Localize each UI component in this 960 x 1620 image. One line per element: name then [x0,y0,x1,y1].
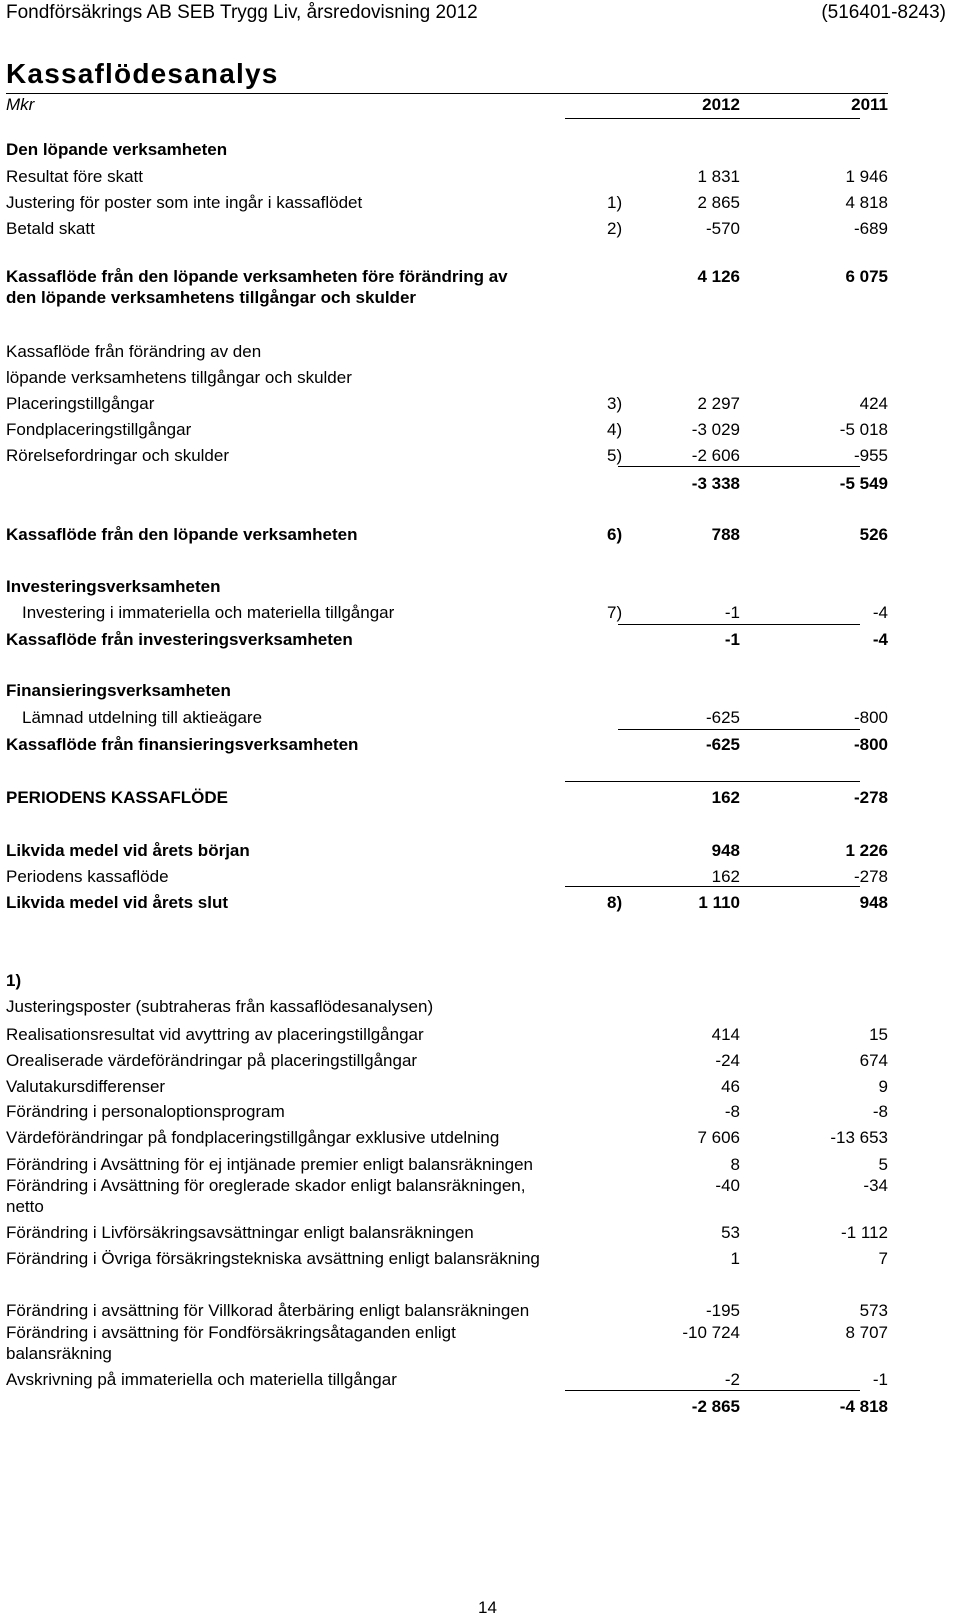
value-2012: -3 029 [691,420,740,439]
table-row [0,735,960,755]
row-label: Placeringstillgångar [6,394,155,413]
value-2011: -800 [853,735,888,754]
row-label: Förändring i Avsättning för ej intjänade premier enligt balansräkningen [6,1155,534,1174]
value-2012: -8 [724,1102,740,1121]
row-label: Förändring i Livförsäkringsavsättningar enligt balansräkningen [6,1223,474,1242]
row-label: Likvida medel vid årets slut [6,893,229,912]
value-2012: -10 724 [682,1323,740,1342]
table-row [0,368,960,388]
table-row [0,140,960,160]
table-row [0,1102,960,1122]
report-header-org-number: (516401-8243) [821,2,946,23]
value-2012: -1 [724,603,740,622]
value-2011: -4 818 [839,1397,888,1416]
value-2011: -13 653 [830,1128,888,1147]
table-row [0,1301,960,1321]
value-2011: 15 [869,1025,888,1044]
value-2012: -40 [715,1176,740,1195]
table-row [0,630,960,650]
value-2011: -1 112 [841,1223,888,1242]
row-label: Betald skatt [6,219,95,238]
table-row [0,1051,960,1071]
table-row [0,1370,960,1390]
table-row [0,1197,960,1217]
note-reference: 8) [607,893,623,912]
table-row [0,1128,960,1148]
row-label: Förändring i personaloptionsprogram [6,1102,285,1121]
value-2011: -5 018 [839,420,888,439]
row-label: Kassaflöde från finansieringsverksamheten [6,735,359,754]
value-2012: -3 338 [691,474,740,493]
column-rule [618,729,860,730]
note-reference: 1) [607,193,623,212]
table-row [0,288,960,308]
table-row [0,681,960,701]
value-2012: 4 126 [697,267,740,286]
report-header-company: Fondförsäkrings AB SEB Trygg Liv, årsredovisning 2012 [6,2,478,23]
note-reference: 5) [607,446,623,465]
table-row [0,420,960,440]
value-2012: 2 865 [697,193,740,212]
value-2012: -1 [724,630,740,649]
row-label: Orealiserade värdeförändringar på placeringstillgångar [6,1051,418,1070]
row-label: Likvida medel vid årets början [6,841,250,860]
value-2011: 9 [878,1077,888,1096]
table-row [0,788,960,808]
value-2012: 2 297 [697,394,740,413]
row-label: Valutakursdifferenser [6,1077,166,1096]
table-row [0,867,960,887]
table-row [0,997,960,1017]
value-2012: -2 865 [691,1397,740,1416]
value-2012: 46 [721,1077,740,1096]
row-label: Förändring i Övriga försäkringstekniska avsättning enligt balansräkning [6,1249,540,1268]
column-rule [565,886,860,887]
value-2012: -625 [705,708,740,727]
row-label: Förändring i avsättning för Villkorad återbäring enligt balansräkningen [6,1301,530,1320]
table-row [0,394,960,414]
row-label: Realisationsresultat vid avyttring av placeringstillgångar [6,1025,424,1044]
value-2012: 7 606 [697,1128,740,1147]
row-label: PERIODENS KASSAFLÖDE [6,788,228,807]
value-2012: 162 [711,867,740,886]
value-2012: 53 [721,1223,740,1242]
value-2012: 8 [730,1155,740,1174]
value-2011: -4 [872,630,888,649]
row-label: Lämnad utdelning till aktieägare [22,708,263,727]
note-reference: 7) [607,603,623,622]
row-label: netto [6,1197,44,1216]
row-label: Justeringsposter (subtraheras från kassaflödesanalysen) [6,997,434,1016]
column-year-2012: 2012 [702,95,740,114]
row-label: Justering för poster som inte ingår i kassaflödet [6,193,363,212]
table-row [0,708,960,728]
table-row [0,841,960,861]
table-row [0,219,960,239]
row-label: Förändring i Avsättning för oreglerade skador enligt balansräkningen, [6,1176,526,1195]
value-2011: 674 [859,1051,888,1070]
column-rule [565,1390,860,1391]
value-2011: 1 226 [845,841,888,860]
value-2011: 424 [859,394,888,413]
value-2011: -4 [872,603,888,622]
value-2011: 4 818 [845,193,888,212]
table-row [0,525,960,545]
row-label: balansräkning [6,1344,112,1363]
row-label: Fondplaceringstillgångar [6,420,192,439]
value-2011: 5 [878,1155,888,1174]
table-row [0,577,960,597]
table-row [0,193,960,213]
table-row [0,1249,960,1269]
value-2011: 948 [859,893,888,912]
value-2012: -2 [724,1370,740,1389]
row-label: 1) [6,971,22,990]
table-row [0,1176,960,1196]
value-2011: 7 [878,1249,888,1268]
table-row [0,1155,960,1175]
unit-label: Mkr [6,95,35,114]
value-2011: -278 [853,788,888,807]
row-label: Kassaflöde från den löpande verksamheten [6,525,358,544]
note-reference: 3) [607,394,623,413]
column-header-row [0,95,960,115]
value-2012: -2 606 [691,446,740,465]
row-label: den löpande verksamhetens tillgångar och skulder [6,288,417,307]
value-2012: 1 110 [698,893,740,912]
value-2011: 1 946 [845,167,888,186]
value-2012: 414 [711,1025,740,1044]
value-2011: 8 707 [845,1323,888,1342]
value-2011: 573 [859,1301,888,1320]
value-2012: -625 [705,735,740,754]
table-row [0,971,960,991]
table-row [0,474,960,494]
table-row [0,267,960,287]
table-row [0,1397,960,1417]
row-label: Kassaflöde från den löpande verksamheten före förändring av [6,267,508,286]
column-rule [618,624,860,625]
table-row [0,893,960,913]
row-label: Den löpande verksamheten [6,140,228,159]
value-2012: -195 [705,1301,740,1320]
value-2011: -8 [872,1102,888,1121]
value-2011: 6 075 [845,267,888,286]
column-year-2011: 2011 [851,95,888,114]
row-label: Resultat före skatt [6,167,144,186]
value-2012: 788 [711,525,740,544]
row-label: Avskrivning på immateriella och materiella tillgångar [6,1370,397,1389]
table-row [0,342,960,362]
table-row [0,167,960,187]
row-label: Rörelsefordringar och skulder [6,446,229,465]
row-label: Periodens kassaflöde [6,867,169,886]
row-label: Förändring i avsättning för Fondförsäkringsåtaganden enligt [6,1323,456,1342]
value-2011: -800 [853,708,888,727]
column-rule [565,118,860,119]
page-number: 14 [478,1598,497,1617]
value-2012: -570 [705,219,740,238]
value-2012: 948 [711,841,740,860]
note-reference: 4) [607,420,623,439]
value-2011: -5 549 [839,474,888,493]
row-label: löpande verksamhetens tillgångar och skulder [6,368,352,387]
row-label: Kassaflöde från förändring av den [6,342,262,361]
value-2011: -34 [863,1176,888,1195]
value-2011: 526 [859,525,888,544]
value-2012: 1 [730,1249,740,1268]
value-2012: 162 [711,788,740,807]
table-row [0,1077,960,1097]
row-label: Investering i immateriella och materiella tillgångar [22,603,395,622]
value-2011: -1 [872,1370,888,1389]
row-label: Investeringsverksamheten [6,577,221,596]
page-title: Kassaflödesanalys [6,58,279,89]
table-row [0,1344,960,1364]
value-2011: -689 [853,219,888,238]
column-rule [565,781,860,782]
row-label: Värdeförändringar på fondplaceringstillgångar exklusive utdelning [6,1128,500,1147]
note-reference: 2) [607,219,623,238]
title-rule [6,93,888,94]
table-row [0,1223,960,1243]
value-2011: -955 [853,446,888,465]
table-row [0,446,960,466]
table-row [0,603,960,623]
column-rule [618,466,860,467]
row-label: Kassaflöde från investeringsverksamheten [6,630,353,649]
row-label: Finansieringsverksamheten [6,681,231,700]
value-2011: -278 [853,867,888,886]
note-reference: 6) [607,525,623,544]
table-row [0,1025,960,1045]
table-row [0,1323,960,1343]
value-2012: 1 831 [697,167,740,186]
value-2012: -24 [715,1051,740,1070]
